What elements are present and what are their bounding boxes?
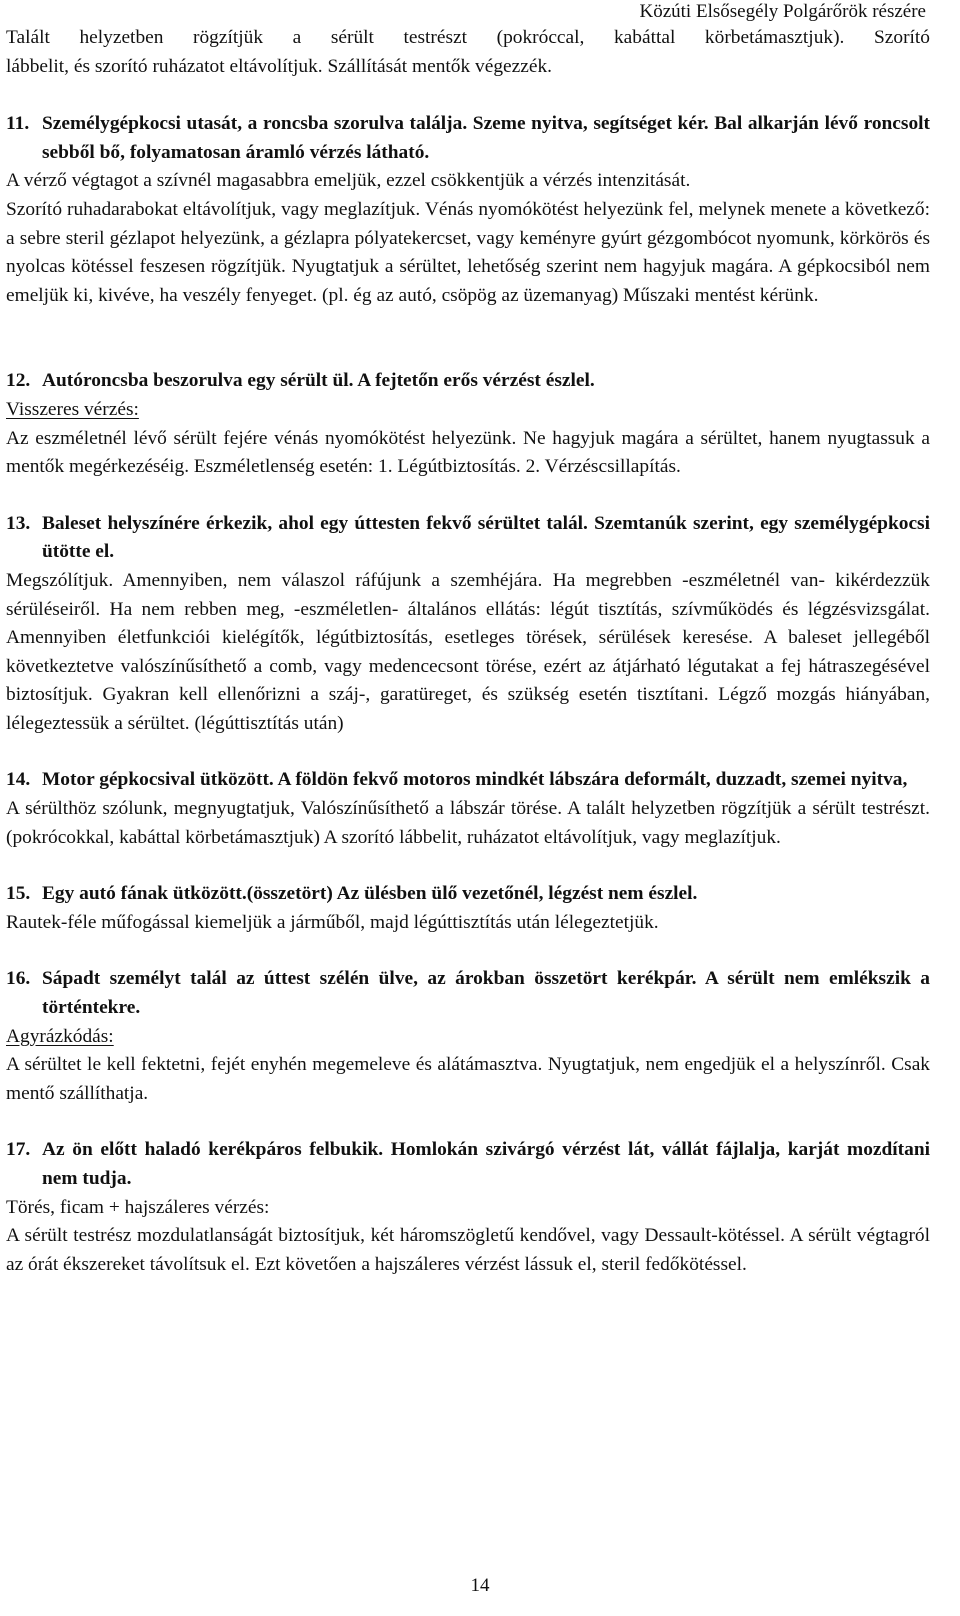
section-15-heading (6, 880, 930, 909)
section-11-body-2: Szorító ruhadarabokat eltávolítjuk, vagy meglazítjuk. Vénás nyomókötést helyezünk fel, melynek menete a következő: a sebre steril gézlapot helyezünk, a gézlapra pólyatekercset, vagy keményre gyúrt gézgombócot nyomunk, körkörös és nyolcas kötéssel feszesen rögzítjük. Nyugtatjuk a sérültet, lehetőség szerint nem hagyjuk magára. A gépkocsiból nem emeljük ki, kivéve, ha veszély fenyeget. (pl. ég az autó, csöpög az üzemanyag) Műszaki mentést kérünk. (6, 198, 930, 306)
intro-line-2: lábbelit, és szorító ruházatot eltávolítjuk. Szállítását mentők végezzék. (6, 55, 552, 77)
section-14-body: A sérülthöz szólunk, megnyugtatjuk, Valószínűsíthető a lábszár törése. A talált helyzetben rögzítjük a sérült testrészt. (pokrócokkal, kabáttal körbetámasztjuk) A szorító lábbelit, ruházatot eltávolítjuk, vagy meglazítjuk. (6, 798, 930, 848)
section-14-title: Motor gépkocsival ütközött. A földön fekvő motoros mindkét lábszára deformált, duzzadt, szemei nyitva, (42, 769, 908, 791)
page-number: 14 (470, 1575, 490, 1596)
section-12-label: Visszeres vérzés: (6, 398, 139, 420)
section-12-heading (6, 367, 930, 396)
section-11-number: 11. (6, 113, 30, 135)
running-header: Közúti Elsősegély Polgárőrök részére (639, 1, 926, 22)
section-13-heading (6, 510, 930, 567)
section-17-label: Törés, ficam + hajszáleres vérzés: (6, 1196, 270, 1218)
section-17-number: 17. (6, 1139, 31, 1161)
section-16-label: Agyrázkódás: (6, 1025, 114, 1047)
section-16-body: A sérültet le kell fektetni, fejét enyhén megemeleve és alátámasztva. Nyugtatjuk, nem engedjük el a helyszínről. Csak mentő szállíthatja. (6, 1054, 930, 1104)
section-15-body: Rautek-féle műfogással kiemeljük a járműből, majd légúttisztítás után lélegeztetjük. (6, 911, 659, 933)
section-11-body-1: A vérző végtagot a szívnél magasabbra emeljük, ezzel csökkentjük a vérzés intenzitását. (6, 170, 691, 192)
section-16-title: Sápadt személyt talál az úttest szélén ülve, az árokban összetört kerékpár. A sérült nem emlékszik a történtekre. (42, 968, 930, 1019)
page-content (6, 24, 930, 1279)
spacer (6, 1108, 930, 1136)
section-15-number: 15. (6, 883, 31, 905)
spacer (6, 310, 930, 367)
section-13-body: Megszólítjuk. Amennyiben, nem válaszol ráfújunk a szemhéjára. Ha megrebben -eszméletnél van- kikérdezzük sérüléseiről. Ha nem rebben meg, -eszméletlen- általános ellátás: légút tisztítás, szívműködés és légzésvizsgálat. Amennyiben életfunkciói kielégítők, légútbiztosítás, esetleges törések, sérülések keresése. A baleset jellegéből következtetve valószínűsíthető a comb, vagy medencecsont törése, ezért az átjárható légutakat a fej hátraszegésével biztosítjuk. Gyakran kell ellenőrizni a száj-, garatüreget, és szükség esetén tisztítani. Légző mozgás hiányában, lélegeztessük a sérültet. (légúttisztítás után) (6, 569, 930, 734)
section-16-number: 16. (6, 968, 31, 990)
section-17-body: A sérült testrész mozdulatlanságát biztosítjuk, két háromszögletű kendővel, vagy Dessault-kötéssel. A sérült végtagról az órát ékszereket távolítsuk el. Ezt követően a hajszáleres vérzést lássuk el, steril fedőkötéssel. (6, 1225, 930, 1275)
spacer (6, 482, 930, 510)
section-11-title: Személygépkocsi utasát, a roncsba szorulva találja. Szeme nyitva, segítséget kér. Bal alkarján lévő roncsolt sebből bő, folyamatosan áramló vérzés látható. (42, 113, 930, 163)
section-12-number: 12. (6, 370, 31, 392)
intro-line-1: Talált helyzetben rögzítjük a sérült testrészt (pokróccal, kabáttal körbetámasztjuk). Szorító (6, 27, 930, 48)
section-15-title: Egy autó fának ütközött.(összetört) Az ülésben ülő vezetőnél, légzést nem észlel. (42, 883, 698, 905)
section-17-heading (6, 1136, 930, 1193)
section-14-number: 14. (6, 769, 31, 791)
section-13-title: Baleset helyszínére érkezik, ahol egy úttesten fekvő sérültet talál. Szemtanúk szerint, egy személygépkocsi ütötte el. (42, 512, 930, 563)
section-13-number: 13. (6, 512, 31, 534)
spacer (6, 81, 930, 110)
spacer (6, 937, 930, 965)
section-11-heading (6, 110, 930, 167)
section-16-heading (6, 965, 930, 1022)
section-14-heading (6, 766, 930, 795)
spacer (6, 852, 930, 880)
section-12-title: Autóroncsba beszorulva egy sérült ül. A fejtetőn erős vérzést észlel. (42, 370, 595, 392)
section-17-title: Az ön előtt haladó kerékpáros felbukik. Homlokán szivárgó vérzést lát, vállát fájlalja, karját mozdítani nem tudja. (42, 1139, 930, 1189)
spacer (6, 738, 930, 766)
section-12-body: Az eszméletnél lévő sérült fejére vénás nyomókötést helyezünk. Ne hagyjuk magára a sérültet, hanem nyugtassuk a mentők megérkezéséig. Eszméletlenség esetén: 1. Légútbiztosítás. 2. Vérzéscsillapítás. (6, 427, 930, 478)
